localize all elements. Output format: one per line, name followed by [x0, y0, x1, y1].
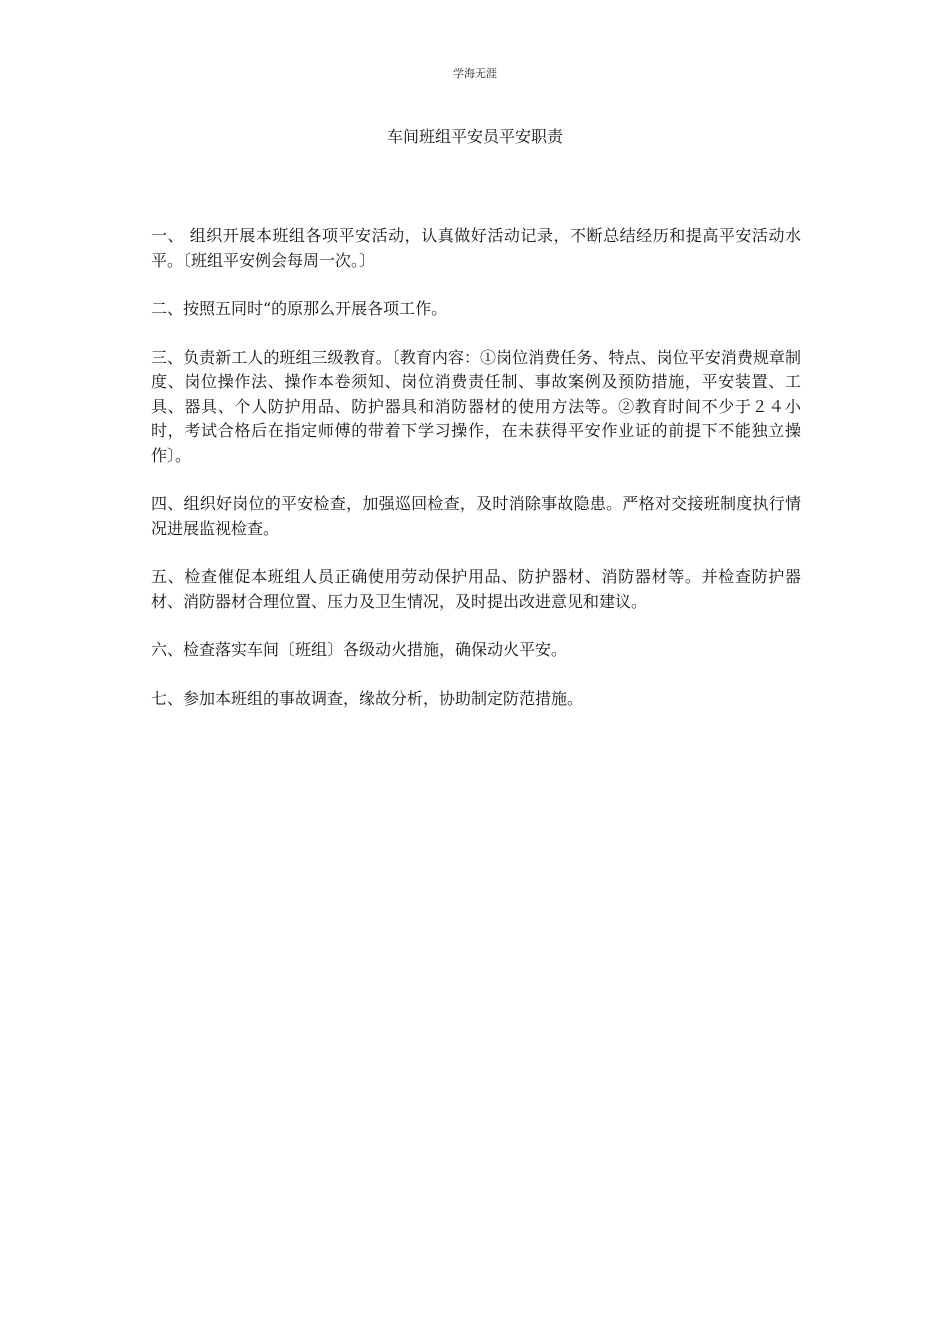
- page-header: 学海无涯: [453, 67, 497, 80]
- paragraph-7: 七、参加本班组的事故调查，缘故分析，协助制定防范措施。: [151, 688, 584, 708]
- document-title: 车间班组平安员平安职责: [386, 127, 563, 146]
- document-body: [151, 224, 801, 735]
- paragraph-5: 五、检查催促本班组人员正确使用劳动保护用品、防护器材、消防器材等。并检查防护器材、消防器材合理位置、压力及卫生情况，及时提出改进意见和建议。: [151, 567, 801, 611]
- paragraph-6: 六、检查落实车间〔班组〕各级动火措施，确保动火平安。: [151, 640, 568, 659]
- paragraph-2: 二、按照五同时“的原那么开展各项工作。: [151, 299, 448, 318]
- paragraph-1: 一、 组织开展本班组各项平安活动，认真做好活动记录，不断总结经历和提高平安活动水平。〔班组平安例会每周一次。〕: [151, 226, 801, 270]
- paragraph-4: 四、组织好岗位的平安检查，加强巡回检查，及时消除事故隐患。严格对交接班制度执行情况进展监视检查。: [151, 494, 801, 538]
- paragraph-3: 三、负责新工人的班组三级教育。〔教育内容：①岗位消费任务、特点、岗位平安消费规章制度、岗位操作法、操作本卷须知、岗位消费责任制、事故案例及预防措施，平安装置、工具、器具、个人防护用品、防护器具和消防器材的使用方法等。②教育时间不少于２４小时，考试合格后在指定师傅的带着下学习操作，在未获得平安作业证的前提下不能独立操作〕。: [151, 347, 801, 465]
